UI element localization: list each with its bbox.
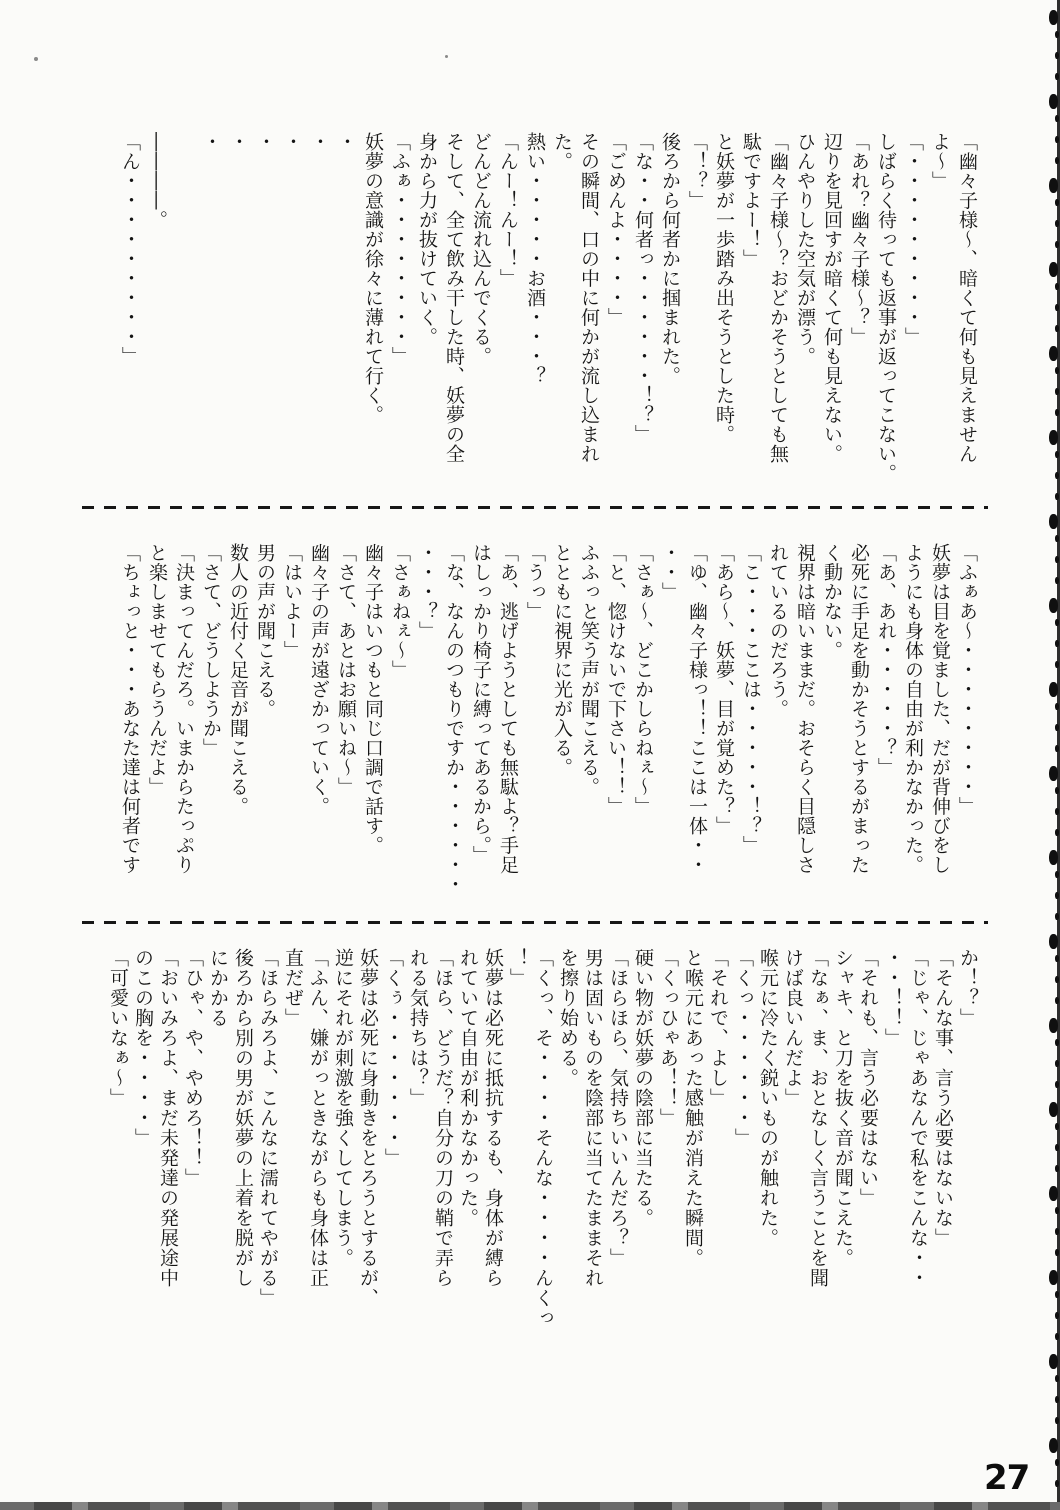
scan-speck bbox=[1049, 766, 1058, 781]
scan-speck bbox=[1055, 1060, 1059, 1067]
text-column: 数人の近付く足音が聞こえる。 bbox=[227, 543, 249, 816]
scan-speck bbox=[1055, 1123, 1059, 1130]
scan-speck bbox=[1049, 94, 1058, 109]
text-column: 「・・・・・・・・・」 bbox=[902, 132, 924, 347]
scan-speck bbox=[1055, 724, 1059, 731]
scan-speck bbox=[1055, 136, 1059, 143]
text-column: ――――。 bbox=[146, 132, 168, 230]
scan-speck bbox=[1049, 430, 1058, 445]
text-column: 「あ、あれ・・・・・？」 bbox=[875, 543, 897, 777]
text-column: 「ごめんよ・・・・」 bbox=[605, 132, 627, 327]
text-column: 熱い・・・・・お酒・・・？ bbox=[524, 132, 546, 386]
scan-speck bbox=[1055, 304, 1059, 311]
scan-speck bbox=[1049, 1018, 1058, 1033]
text-column: ・・！！」 bbox=[882, 948, 904, 1048]
text-column: ・ bbox=[227, 132, 249, 152]
text-column: 妖夢は目を覚ました、だが背伸びをし bbox=[929, 543, 951, 875]
text-column: を擦り始める。 bbox=[557, 948, 579, 1088]
text-column: とともに視界に光が入る。 bbox=[551, 543, 573, 777]
text-column: ・ bbox=[200, 132, 222, 152]
text-column: 後ろから何者かに掴まれた。 bbox=[659, 132, 681, 386]
text-column: 「くっ・・・・・・」 bbox=[732, 948, 754, 1148]
scan-speck bbox=[1055, 1396, 1059, 1403]
scan-speck bbox=[1055, 220, 1059, 227]
scan-speck bbox=[1055, 1312, 1059, 1319]
text-column: 「あら～、妖夢、目が覚めた？」 bbox=[713, 543, 735, 836]
scan-speck bbox=[1055, 955, 1059, 962]
scan-speck bbox=[1055, 31, 1059, 38]
scan-speck bbox=[1055, 199, 1059, 206]
scan-speck bbox=[1049, 598, 1058, 613]
text-column: ・ bbox=[308, 132, 330, 152]
scan-speck bbox=[1055, 1375, 1059, 1382]
text-column: 妖夢は必死に抵抗するも、身体が縛ら bbox=[482, 948, 504, 1288]
text-column: ふふっと笑う声が聞こえる。 bbox=[578, 543, 600, 797]
text-column: 「可愛いなぁ～」 bbox=[107, 948, 129, 1108]
text-column: 「あれ？幽々子様～？」 bbox=[848, 132, 870, 347]
text-column: と喉元にあった感触が消えた瞬間。 bbox=[682, 948, 704, 1268]
text-column: しばらく待っても返事が返ってこない。 bbox=[875, 132, 897, 483]
text-column: 辺りを見回すが暗くて何も見えない。 bbox=[821, 132, 843, 464]
scan-speck bbox=[1049, 850, 1058, 865]
text-column: 「！？」 bbox=[686, 132, 708, 210]
scan-dust bbox=[445, 55, 448, 58]
scan-speck bbox=[1055, 640, 1059, 647]
section-divider bbox=[82, 921, 988, 924]
text-column: 「なぁ、ま、おとなしく言うことを聞 bbox=[807, 948, 829, 1288]
text-column: どんどん流れ込んでくる。 bbox=[470, 132, 492, 366]
scan-speck bbox=[1055, 409, 1059, 416]
scan-speck bbox=[1055, 535, 1059, 542]
text-column: ・・」 bbox=[659, 543, 681, 602]
scan-speck bbox=[1049, 1102, 1058, 1117]
text-column: 「じゃ、じゃあなんで私をこんな・・ bbox=[907, 948, 929, 1288]
section-divider bbox=[82, 506, 988, 509]
scan-speck bbox=[1055, 115, 1059, 122]
scan-speck bbox=[1055, 577, 1059, 584]
text-column: れる気持ちは？」 bbox=[407, 948, 429, 1108]
scan-speck bbox=[1049, 178, 1058, 193]
scan-speck bbox=[1055, 283, 1059, 290]
text-column: 「決まってんだろ。いまからたっぷり bbox=[173, 543, 195, 875]
text-column: のこの胸を・・・・」 bbox=[132, 948, 154, 1148]
scan-speck bbox=[1049, 1186, 1058, 1201]
text-column: はしっかり椅子に縛ってあるから。」 bbox=[470, 543, 492, 865]
text-column: けば良いんだよ」 bbox=[782, 948, 804, 1108]
scan-speck bbox=[1055, 241, 1059, 248]
text-column: 駄ですよー！」 bbox=[740, 132, 762, 269]
text-column: 「んー！んー！」 bbox=[497, 132, 519, 288]
scan-speck bbox=[1055, 1144, 1059, 1151]
text-column: 「そんな事、言う必要はないな」 bbox=[932, 948, 954, 1248]
scan-speck bbox=[1055, 619, 1059, 626]
text-column: 「な・・何者っ・・・・・・！？」 bbox=[632, 132, 654, 444]
scan-speck bbox=[1049, 1438, 1058, 1453]
scan-speck bbox=[1055, 1207, 1059, 1214]
text-column: にかかる bbox=[207, 948, 229, 1028]
text-column: ひんやりした空気が漂う。 bbox=[794, 132, 816, 366]
scan-speck bbox=[1049, 262, 1058, 277]
scan-speck bbox=[1055, 472, 1059, 479]
scan-speck bbox=[1049, 934, 1058, 949]
text-column: 「ほらほら、気持ちいいんだろ？」 bbox=[607, 948, 629, 1268]
scan-speck bbox=[1055, 745, 1059, 752]
text-column: 幽々子はいつもと同じ口調で話す。 bbox=[362, 543, 384, 855]
scan-speck bbox=[1055, 451, 1059, 458]
scan-speck bbox=[1049, 10, 1058, 25]
text-column: ！」 bbox=[507, 948, 529, 988]
text-column: よ～」 bbox=[929, 132, 951, 191]
text-column: 「さて、どうしようか」 bbox=[200, 543, 222, 758]
text-column: ようにも身体の自由が利かなかった。 bbox=[902, 543, 924, 875]
text-column: 「うっ」 bbox=[524, 543, 546, 621]
text-column: 「ふぁあ～・・・・・・・・」 bbox=[956, 543, 978, 816]
text-column: く動かない。 bbox=[821, 543, 843, 660]
text-column: 「ちょっと・・・あなた達は何者です bbox=[119, 543, 141, 875]
text-column: 「くっ、そ・・・・そんな・・・・んくっ bbox=[532, 948, 554, 1328]
text-column: ・ bbox=[254, 132, 276, 152]
text-column: か！？」 bbox=[957, 948, 979, 1028]
text-column: 「さぁねぇ～」 bbox=[389, 543, 411, 680]
text-column bbox=[170, 132, 197, 524]
scan-speck bbox=[1055, 325, 1059, 332]
text-column: そして、全て飲み干した時、妖夢の全 bbox=[443, 132, 465, 464]
scan-dust bbox=[34, 57, 38, 61]
scan-speck bbox=[1055, 388, 1059, 395]
text-column: 「ゆ、幽々子様っ！！ここは一体・・ bbox=[686, 543, 708, 875]
scan-speck bbox=[1055, 73, 1059, 80]
scan-speck bbox=[1055, 1480, 1059, 1487]
text-column: 「ひゃ、や、やめろ！！」 bbox=[182, 948, 204, 1188]
text-column: 「と、惚けないで下さい！！」 bbox=[605, 543, 627, 816]
text-column: 「さて、あとはお願いね～」 bbox=[335, 543, 357, 797]
scan-speck bbox=[1055, 1333, 1059, 1340]
text-column: ・ bbox=[281, 132, 303, 152]
scan-speck bbox=[1055, 1417, 1059, 1424]
text-column: 「ふん、嫌がっときながらも身体は正 bbox=[307, 948, 329, 1288]
scan-speck bbox=[1055, 1039, 1059, 1046]
scan-speck bbox=[1049, 1270, 1058, 1285]
scan-speck bbox=[1055, 829, 1059, 836]
text-column: と楽しませてもらうんだよ」 bbox=[146, 543, 168, 797]
scan-speck bbox=[1055, 1249, 1059, 1256]
text-column: 妖夢は必死に身動きをとろうとするが、 bbox=[357, 948, 379, 1308]
text-column: 「こ・・・ここは・・・・・！？」 bbox=[740, 543, 762, 855]
text-column: 「ん・・・・・・・・・」 bbox=[119, 132, 141, 366]
scan-speck bbox=[1055, 367, 1059, 374]
scan-speck bbox=[1049, 682, 1058, 697]
text-section-middle bbox=[55, 543, 980, 935]
scan-speck bbox=[1055, 913, 1059, 920]
text-column: れていて自由が利かなかった。 bbox=[457, 948, 479, 1228]
text-column: 後ろから別の男が妖夢の上着を脱がし bbox=[232, 948, 254, 1288]
text-column: 男の声が聞こえる。 bbox=[254, 543, 276, 719]
text-column: 直だぜ」 bbox=[282, 948, 304, 1028]
scan-speck bbox=[1055, 976, 1059, 983]
text-column: 身から力が抜けていく。 bbox=[416, 132, 438, 347]
text-column: 男は固いものを陰部に当てたままそれ bbox=[582, 948, 604, 1288]
text-column: 「それも、言う必要はない」 bbox=[857, 948, 879, 1208]
text-column: 「ほらみろよ、こんなに濡れてやがる」 bbox=[257, 948, 279, 1308]
text-column: 「くっひゃあ！！」 bbox=[657, 948, 679, 1128]
scan-speck bbox=[1055, 157, 1059, 164]
scan-speck bbox=[1055, 892, 1059, 899]
text-column: 視界は暗いままだ。おそらく目隠しさ bbox=[794, 543, 816, 875]
text-column: 「ほら、どうだ？自分の刀の鞘で弄ら bbox=[432, 948, 454, 1288]
text-column: た。 bbox=[551, 132, 573, 171]
scan-speck bbox=[1055, 997, 1059, 1004]
text-section-top bbox=[55, 132, 980, 524]
scan-speck bbox=[1049, 1354, 1058, 1369]
scan-speck bbox=[1055, 52, 1059, 59]
scan-speck bbox=[1055, 661, 1059, 668]
scan-speck bbox=[1055, 493, 1059, 500]
text-column: 硬い物が妖夢の陰部に当たる。 bbox=[632, 948, 654, 1228]
scan-speck bbox=[1055, 1291, 1059, 1298]
scan-speck bbox=[1055, 871, 1059, 878]
scan-speck bbox=[1055, 1228, 1059, 1235]
text-column: 幽々子の声が遠ざかっていく。 bbox=[308, 543, 330, 816]
text-column: ・ bbox=[335, 132, 357, 152]
text-column: 「幽々子様～？おどかそうとしても無 bbox=[767, 132, 789, 464]
text-column: と妖夢が一歩踏み出そうとした時。 bbox=[713, 132, 735, 444]
scan-speck bbox=[1055, 787, 1059, 794]
scan-speck bbox=[1049, 514, 1058, 529]
page-number: 27 bbox=[984, 1458, 1030, 1498]
text-column: 逆にそれが刺激を強くしてしまう。 bbox=[332, 948, 354, 1268]
text-column: ・・・？」 bbox=[416, 543, 438, 641]
text-column: 必死に手足を動かそうとするがまった bbox=[848, 543, 870, 875]
text-column: 「くぅ・・・・・・・」 bbox=[382, 948, 404, 1168]
scan-speck bbox=[1055, 1165, 1059, 1172]
text-column: 「な、なんのつもりですか・・・・・・ bbox=[443, 543, 465, 894]
scan-edge-bottom bbox=[0, 1502, 1060, 1510]
scan-speck bbox=[1055, 703, 1059, 710]
text-column: れているのだろう。 bbox=[767, 543, 789, 719]
text-column: 「おいみろよ、まだ未発達の発展途中 bbox=[157, 948, 179, 1288]
scan-speck bbox=[1055, 556, 1059, 563]
scan-speck bbox=[1055, 1081, 1059, 1088]
scan-speck bbox=[1049, 346, 1058, 361]
text-column: 「幽々子様～、暗くて何も見えません bbox=[956, 132, 978, 464]
text-column: 「それで、よし」 bbox=[707, 948, 729, 1108]
text-column: 喉元に冷たく鋭いものが触れた。 bbox=[757, 948, 779, 1248]
scan-edge-right bbox=[1046, 0, 1060, 1510]
text-column: その瞬間、口の中に何かが流し込まれ bbox=[578, 132, 600, 464]
text-column: 「さぁ～、どこかしらねぇ～」 bbox=[632, 543, 654, 816]
text-column: 「ふぁ・・・・・・・・」 bbox=[389, 132, 411, 366]
scan-speck bbox=[1055, 808, 1059, 815]
text-column: シャキ、と刀を抜く音が聞こえた。 bbox=[832, 948, 854, 1268]
scan-speck bbox=[1055, 1459, 1059, 1466]
text-section-bottom bbox=[55, 948, 980, 1353]
text-column: 「あ、逃げようとしても無駄よ？手足 bbox=[497, 543, 519, 875]
text-column: 「はいよー」 bbox=[281, 543, 303, 660]
text-column: 妖夢の意識が徐々に薄れて行く。 bbox=[362, 132, 384, 425]
